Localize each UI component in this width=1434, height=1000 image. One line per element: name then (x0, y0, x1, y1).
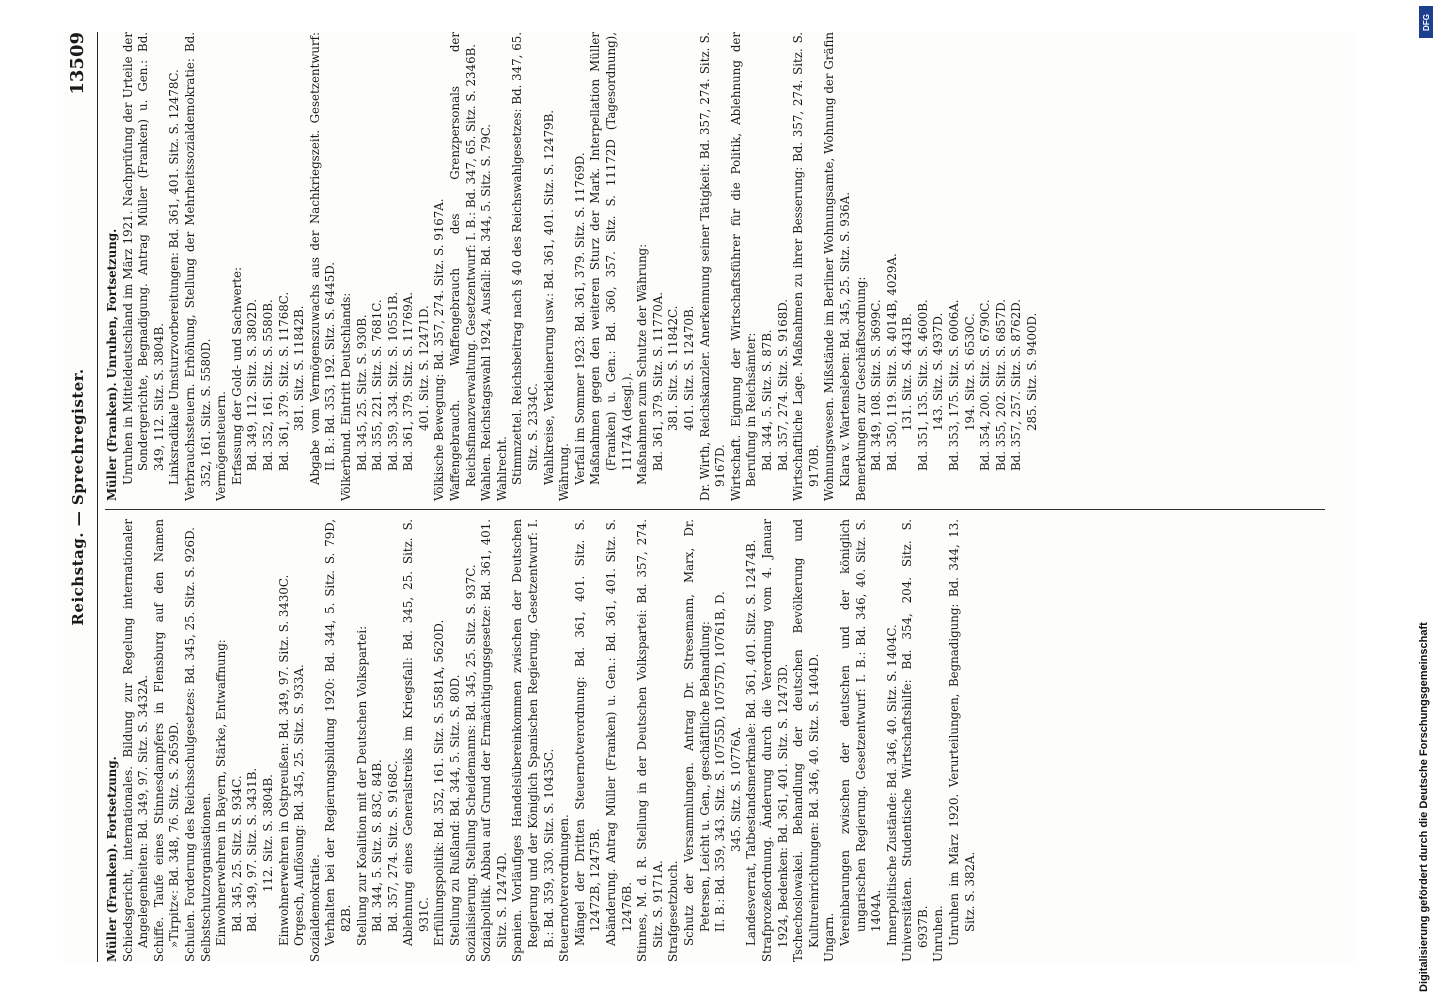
register-entry: Wahlrecht. (494, 436, 509, 501)
register-entry: Wahlkreise, Verkleinerung usw.: Bd. 361, 401. Sitz. S. 12479B. (541, 109, 556, 485)
register-entry: Bd. 349, 108. Sitz. S. 3699C. (869, 299, 884, 471)
register-entry: Bd. 345, 25. Sitz. S. 934C. (229, 775, 244, 932)
page-title: Reichstag. — Sprechregister. (69, 368, 87, 626)
register-entry: Verbrauchssteuern. Erhöhung, Stellung der Mehrheitssozialdemokratie: Bd. 352, 161. Sitz. S. 5580D. (182, 32, 213, 501)
register-entry: Bd. 354, 200. Sitz. S. 6790C. (978, 299, 993, 471)
register-entry: Schiedsgericht, internationales. Bildung zur Regelung internationaler Angelegenheiten: Bd. 349, 97. Sitz. S. 3432A. (120, 519, 151, 962)
register-entry: Verhalten bei der Regierungsbildung 1920: Bd. 344, 5. Sitz. S. 79D, 82B. (323, 519, 353, 946)
register-entry: Einwohnerwehren in Ostpreußen: Bd. 349, 97. Sitz. S. 3430C. (276, 574, 291, 946)
dfg-logo: DFG (1419, 6, 1433, 38)
register-entry: Strafgesetzbuch. (666, 860, 681, 962)
register-entry: Verfall im Sommer 1923: Bd. 361, 379. Sitz. S. 11769D. (572, 152, 587, 485)
register-entry: 401. Sitz. S. 12470B. (681, 305, 696, 431)
register-entry: Unruhen in Mitteldeutschland im März 1921. Nachprüfung der Urteile der Sondergerichte, Begnadigung. Antrag Müller (Franken) u. Gen.: Bd. 349, 112. Sitz. S. 3804B. (120, 32, 166, 485)
register-entry: Stinnes, M. d. R. Stellung in der Deutschen Volkspartei: Bd. 357, 274. Sitz. S. 9171A. (635, 519, 665, 962)
register-entry: Währung. (557, 443, 572, 501)
register-entry: Landesverrat, Tatbestandsmerkmale: Bd. 361, 401. Sitz. S. 12474B. (744, 539, 759, 946)
register-entry: Wirtschaftliche Lage. Maßnahmen zu ihrer Besserung: Bd. 357, 274. Sitz. S. 9170B. (791, 32, 821, 501)
register-entry: Bd. 359, 334. Sitz. S. 10551B. (385, 291, 400, 471)
register-entry: Bemerkungen zur Geschäftsordnung: (853, 276, 868, 501)
register-entry: Schutz der Versammlungen. Antrag Dr. Stresemann, Marx, Dr. Petersen, Leicht u. Gen., geschäftliche Behandlung: (681, 519, 712, 946)
register-entry: Unruhen im März 1920. Verurteilungen, Begnadigung: Bd. 344, 13. Sitz. S. 382A. (947, 519, 977, 946)
register-entry: Spanien. Vorläufiges Handelsübereinkommen zwischen der Deutschen Regierung und der Königlich Spanischen Regierung. Gesetzentwurf: I. B.: Bd. 359, 330. Sitz. S. 10435C. (510, 519, 556, 962)
register-entry: Wahlen. Reichstagswahl 1924, Ausfall: Bd. 344, 5. Sitz. S. 79C. (479, 123, 494, 501)
register-entry: 381. Sitz. S. 11842B. (292, 305, 307, 431)
register-entry: Sozialisierung. Stellung Scheidemanns: Bd. 345, 25. Sitz. S. 937C. (463, 564, 478, 962)
register-entry: Vereinbarungen zwischen der deutschen und der königlich ungarischen Regierung. Gesetzentwurf: I. B.: Bd. 346, 40. Sitz. S. 1404A. (837, 519, 884, 946)
register-entry: Bd. 352, 161. Sitz. S. 5580B. (260, 299, 275, 471)
register-entry: Bd. 361, 379. Sitz. S. 11769A. (401, 291, 416, 471)
register-entry: Steuernotverordnungen. (557, 814, 572, 962)
register-entry: Erfüllungspolitik: Bd. 352, 161. Sitz. S. 5581A, 5620D. (432, 619, 447, 946)
register-entry: Sozialpolitik. Abbau auf Grund der Ermächtigungsgesetze: Bd. 361, 401. Sitz. S. 12474D. (479, 519, 509, 962)
register-entry: Schulen. Forderung des Reichsschulgesetzes: Bd. 345, 25. Sitz. S. 926D. (182, 527, 197, 962)
register-entry: Bd. 345, 25. Sitz. S. 930B. (354, 314, 369, 471)
register-entry: Universitäten. Studentische Wirtschaftshilfe: Bd. 354, 204. Sitz. S. 6937B. (900, 519, 930, 962)
register-entry: Bd. 349, 112. Sitz. S. 3802D. (245, 298, 260, 471)
register-entry: Einwohnerwehren in Bayern, Stärke, Entwaffnung: (214, 639, 229, 946)
register-entry: Sozialdemokratie. (307, 854, 322, 962)
register-entry: Maßnahmen zum Schutze der Währung: (635, 243, 650, 485)
register-entry: Stellung zur Koalition mit der Deutschen Volkspartei: (354, 625, 369, 946)
register-entry: 381. Sitz. S. 11842C. (666, 305, 681, 431)
register-entry: Stellung zu Rußland: Bd. 344, 5. Sitz. S. 80D. (448, 674, 463, 946)
column-heading: Müller (Franken). Fortsetzung. (105, 756, 119, 962)
register-entry: Wirtschaft. Eignung der Wirtschaftsführer für die Politik, Ablehnung der Berufung in Reichsämter: (728, 32, 759, 501)
register-entry: 112. Sitz. S. 3804B. (260, 774, 275, 892)
register-entry: 131. Sitz. S. 4431B. (900, 313, 915, 431)
register-entry: Tschechoslowakei. Behandlung der deutschen Bevölkerung und Kultureinrichtungen: Bd. 346, 40. Sitz. S. 1404D. (791, 519, 821, 962)
column-heading: Müller (Franken). Unruhen, Fortsetzung. (105, 228, 119, 501)
left-column (105, 519, 1350, 962)
register-entry: Mängel der Dritten Steuernotverordnung: Bd. 361, 401. Sitz. S. 12472B, 12475B. (572, 519, 603, 946)
register-entry: Erfassung der Gold- und Sachwerte: (229, 267, 244, 485)
register-entry: Bd. 357, 274. Sitz. S. 9168C. (385, 760, 400, 932)
running-head (63, 32, 98, 962)
register-entry: 194. Sitz. S. 6530C. (962, 313, 977, 431)
register-entry: Wohnungswesen. Mißstände im Berliner Wohnungsamte, Wohnung der Gräfin Klara v. Wartensleben: Bd. 345, 25. Sitz. S. 936A. (822, 32, 852, 501)
register-entry: Bd. 361, 379. Sitz. S. 11768C. (276, 291, 291, 471)
register-page (63, 32, 1355, 962)
register-entry: Abgabe vom Vermögenszuwachs aus der Nachkriegszeit. Gesetzentwurf: II. B.: Bd. 353, 192. Sitz. S. 6445D. (307, 32, 338, 485)
register-entry: Dr. Wirth, Reichskanzler. Anerkennung seiner Tätigkeit: Bd. 357, 274. Sitz. S. 9167D. (697, 32, 728, 501)
register-entry: Bd. 349, 97. Sitz. S. 3431B. (245, 767, 260, 932)
register-entry: Linksradikale Umsturzvorbereitungen: Bd. 361, 401. Sitz. S. 12478C. (167, 69, 182, 485)
register-entry: Innerpolitische Zustände: Bd. 346, 40. Sitz. S. 1404C. (884, 624, 899, 946)
register-entry: Völkerbund. Eintritt Deutschlands: (338, 292, 353, 501)
register-entry: II. B.: Bd. 359, 343. Sitz. S. 10755D, 10757D, 10761B, D. (713, 591, 728, 932)
register-entry: Bd. 353, 175. Sitz. S. 6006A. (947, 299, 962, 471)
register-entry: Schiffe. Taufe eines Stinnesdampfers in Flensburg auf den Namen »Tirpitz«: Bd. 348, 76. Sitz. S. 2659D. (151, 519, 182, 962)
register-entry: Unruhen. (931, 905, 946, 962)
register-entry: Maßnahmen gegen den weiteren Sturz der Mark. Interpellation Müller (Franken) u. Gen.: Bd. 360, 357. Sitz. S. 11172D (Tagesordnung), 11174A (desgl.). (588, 32, 634, 485)
register-entry: Bd. 357, 257. Sitz. S. 8762D. (1009, 298, 1024, 471)
page-number: 13509 (67, 32, 88, 95)
right-column (105, 32, 1350, 501)
register-entry: 401. Sitz. S. 12471D. (416, 305, 431, 431)
register-entry: Stimmzettel. Reichsbeitrag nach § 40 des Reichswahlgesetzes: Bd. 347, 65. Sitz. S. 2334C. (510, 32, 541, 485)
register-entry: Bd. 361, 379. Sitz. S. 11770A. (650, 291, 665, 471)
register-entry: Bd. 350, 119. Sitz. S. 4014B, 4029A. (884, 253, 899, 471)
column-divider (105, 509, 1325, 510)
register-entry: Bd. 357, 274. Sitz. S. 9168D. (775, 298, 790, 471)
register-entry: Strafprozeßordnung. Änderung durch die Verordnung vom 4. Januar 1924, Bedenken: Bd. 361, 401. Sitz. S. 12473D. (759, 519, 790, 962)
register-entry: 143. Sitz. S. 4937D. (931, 312, 946, 431)
register-entry: 285. Sitz. S. 9400D. (1025, 312, 1040, 431)
register-entry: Bd. 355, 221. Sitz. S. 7681C. (370, 299, 385, 471)
digitization-credit: Digitalisierung gefördert durch die Deutsche Forschungsgemeinschaft (1418, 622, 1430, 992)
register-entry: Bd. 355, 202. Sitz. S. 6857D. (993, 298, 1008, 471)
register-entry: Selbstschutzorganisationen. (198, 792, 213, 962)
register-entry: Bd. 344, 5. Sitz. S. 83C, 84B. (370, 759, 385, 932)
register-entry: Vermögensteuern. (214, 391, 229, 501)
register-entry: Orgesch, Auflösung: Bd. 345, 25. Sitz. S. 933A. (292, 664, 307, 946)
register-entry: Völkische Bewegung: Bd. 357, 274. Sitz. S. 9167A. (432, 198, 447, 501)
register-entry: Ablehnung eines Generalstreiks im Kriegsfall: Bd. 345, 25. Sitz. S. 931C. (401, 519, 431, 946)
register-entry: Ungarn. (822, 912, 837, 962)
register-entry: Bd. 351, 135. Sitz. S. 4600B. (915, 299, 930, 471)
register-entry: 345. Sitz. S. 10776A. (728, 726, 743, 852)
register-entry: Abänderung. Antrag Müller (Franken) u. Gen.: Bd. 361, 401. Sitz. S. 12476B. (604, 519, 634, 946)
register-entry: Waffengebrauch. Waffengebrauch des Grenzpersonals der Reichsfinanzverwaltung. Gesetzentwurf: I. B.: Bd. 347, 65. Sitz. S. 2346B. (448, 32, 478, 501)
register-entry: Bd. 344, 5. Sitz. S. 87B. (759, 329, 774, 471)
